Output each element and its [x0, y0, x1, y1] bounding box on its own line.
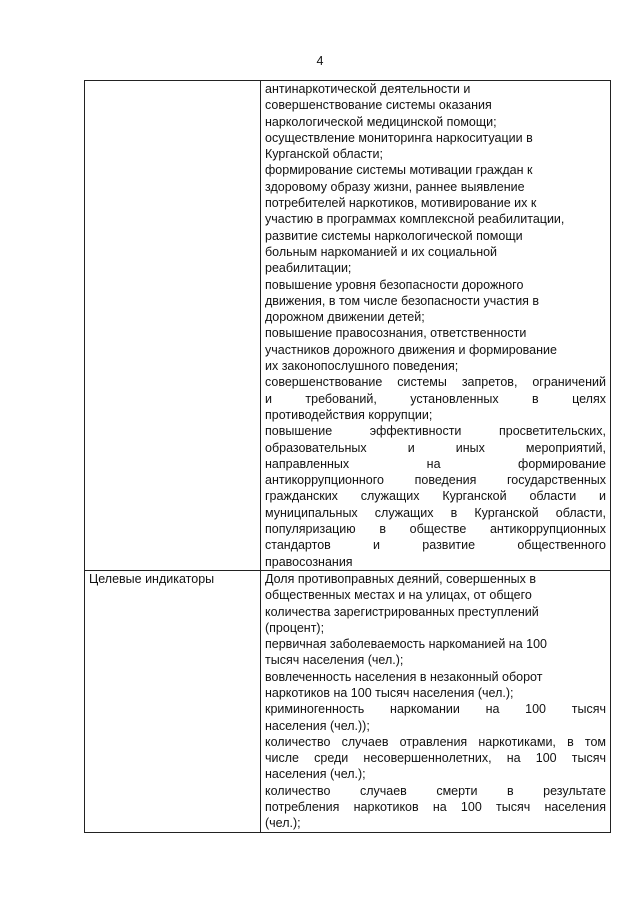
- text-line: образовательных и иных мероприятий,: [265, 440, 606, 455]
- text-line: совершенствование системы оказания: [265, 98, 492, 113]
- text-line: совершенствование системы запретов, ограничений: [265, 375, 606, 390]
- text-line: потребителей наркотиков, мотивирование их к: [265, 196, 537, 211]
- text-line: и требований, установленных в целях: [265, 391, 606, 406]
- text-line: здоровому образу жизни, раннее выявление: [265, 179, 525, 194]
- passport-table: [84, 80, 611, 833]
- text-line: первичная заболеваемость наркоманией на 100: [265, 637, 547, 652]
- text-line: числе среди несовершеннолетних, на 100 тысяч: [265, 751, 606, 766]
- text-line: муниципальных служащих в Курганской области,: [265, 505, 606, 520]
- text-line: правосознания: [265, 554, 353, 569]
- row-content-cell: [261, 570, 611, 832]
- text-line: количества зарегистрированных преступлений: [265, 604, 539, 619]
- text-line: формирование системы мотивации граждан к: [265, 163, 533, 178]
- text-line: населения (чел.));: [265, 718, 370, 733]
- text-line: (процент);: [265, 620, 325, 635]
- row-content-cell: [261, 81, 611, 571]
- text-line: реабилитации;: [265, 261, 352, 276]
- text-line: Доля противоправных деяний, совершенных в: [265, 571, 537, 586]
- text-line: общественных местах и на улицах, от общего: [265, 588, 532, 603]
- text-line: их законопослушного поведения;: [265, 359, 459, 374]
- text-line: вовлеченность населения в незаконный оборот: [265, 669, 543, 684]
- text-line: повышение уровня безопасности дорожного: [265, 277, 524, 292]
- row-label-cell: [85, 81, 261, 571]
- text-line: движения, в том числе безопасности участия в: [265, 293, 540, 308]
- text-line: больным наркоманией и их социальной: [265, 244, 498, 259]
- text-line: повышение эффективности просветительских,: [265, 424, 606, 439]
- page-number: 4: [316, 54, 324, 68]
- text-line: количество случаев отравления наркотиками, в том: [265, 734, 606, 749]
- text-line: стандартов и развитие общественного: [265, 538, 606, 553]
- text-line: развитие системы наркологической помощи: [265, 228, 523, 243]
- text-line: осуществление мониторинга наркоситуации в: [265, 130, 533, 145]
- text-line: наркологической медицинской помощи;: [265, 114, 497, 129]
- text-line: дорожном движении детей;: [265, 310, 425, 325]
- text-line: количество случаев смерти в результате: [265, 783, 606, 798]
- text-line: потребления наркотиков на 100 тысяч населения: [265, 800, 606, 815]
- text-line: (чел.);: [265, 816, 301, 831]
- table-row: [85, 81, 611, 571]
- text-line: криминогенность наркомании на 100 тысяч: [265, 702, 606, 717]
- text-line: повышение правосознания, ответственности: [265, 326, 527, 341]
- text-line: Курганской области;: [265, 147, 383, 162]
- text-line: направленных на формирование: [265, 456, 606, 471]
- text-line: гражданских служащих Курганской области и: [265, 489, 606, 504]
- text-line: противодействия коррупции;: [265, 407, 433, 422]
- text-line: наркотиков на 100 тысяч населения (чел.);: [265, 685, 514, 700]
- row-label-cell: Целевые индикаторы: [85, 570, 261, 832]
- text-line: антинаркотической деятельности и: [265, 82, 471, 96]
- text-line: населения (чел.);: [265, 767, 366, 782]
- text-line: антикоррупционного поведения государственных: [265, 473, 606, 488]
- text-line: популяризацию в обществе антикоррупционных: [265, 522, 606, 537]
- text-line: тысяч населения (чел.);: [265, 653, 404, 668]
- text-line: участников дорожного движения и формирование: [265, 342, 557, 357]
- table-row: [85, 570, 611, 832]
- text-line: участию в программах комплексной реабилитации,: [265, 212, 565, 227]
